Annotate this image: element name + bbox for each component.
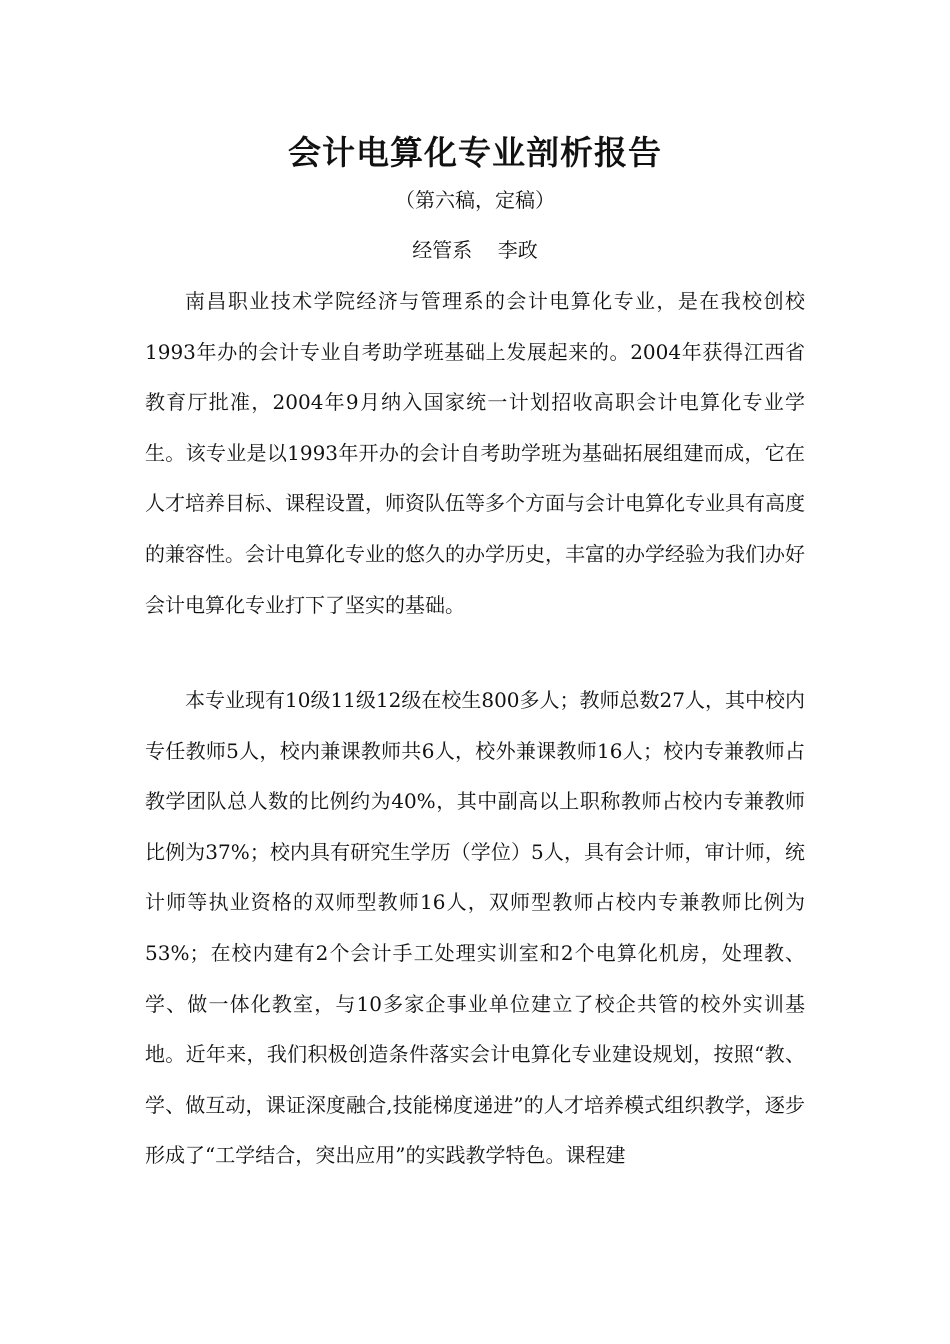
document-title: 会计电算化专业剖析报告 [288,133,662,172]
body-paragraph-2: 本专业现有10级11级12级在校生800多人；教师总数27人，其中校内专任教师5人，校内兼课教师共6人，校外兼课教师16人；校内专兼教师占教学团队总人数的比例约为40%，其中副高以上职称教师占校内专兼教师比例为37%；校内具有研究生学历（学位）5人，具有会计师，审计师，统计师等执业资格的双师型教师16人，双师型教师占校内专兼教师比例为53%；在校内建有2个会计手工处理实训室和2个电算化机房，处理教、学、做一体化教室，与10多家企事业单位建立了校企共管的校外实训基地。近年来，我们积极创造条件落实会计电算化专业建设规划，按照“教、学、做互动，课证深度融合,技能梯度递进”的人才培养模式组织教学，逐步形成了“工学结合，突出应用”的实践教学特色。课程建 [145,688,805,1168]
document-subtitle: （第六稿，定稿） [395,188,555,212]
document-author: 经管系 李政 [412,238,538,262]
body-paragraph-1: 南昌职业技术学院经济与管理系的会计电算化专业，是在我校创校1993年办的会计专业自考助学班基础上发展起来的。2004年获得江西省教育厅批准，2004年9月纳入国家统一计划招收高职会计电算化专业学生。该专业是以1993年开办的会计自考助学班为基础拓展组建而成，它在人才培养目标、课程设置，师资队伍等多个方面与会计电算化专业具有高度的兼容性。会计电算化专业的悠久的办学历史，丰富的办学经验为我们办好会计电算化专业打下了坚实的基础。 [145,289,805,617]
